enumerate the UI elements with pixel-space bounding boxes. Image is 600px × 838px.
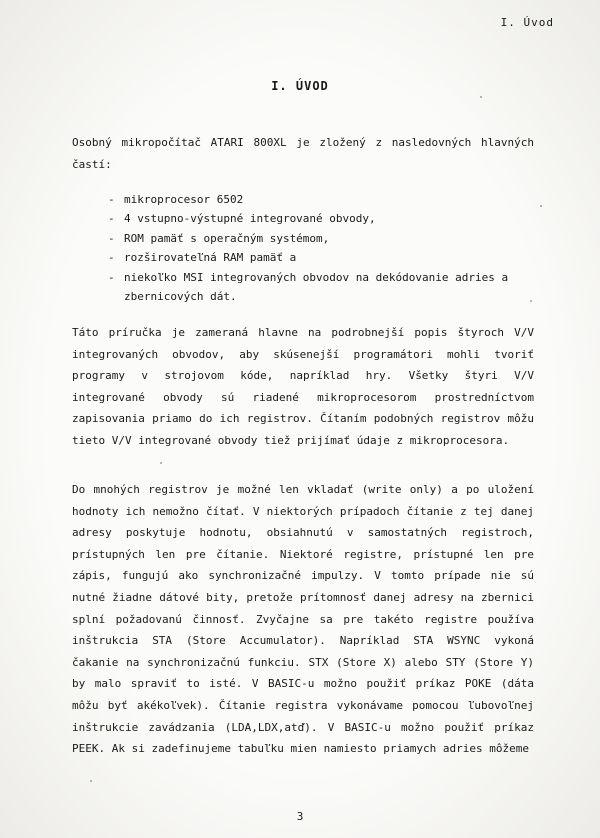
scan-speck bbox=[160, 462, 162, 464]
body-paragraph: Táto príručka je zameraná hlavne na podrobnejší popis štyroch V/V integrovaných obvodov, aby skúsenejší programátori mohli tvoriť programy v strojovom kóde, napríklad hry. Všetky štyri V/V integrované obvody sú riadené mikroprocesorom prostredníctvom zapisovania priamo do ich registrov. Čítaním podobných registrov môžu tieto V/V integrované obvody tiež prijímať údaje z mikroprocesora. bbox=[72, 326, 534, 447]
scan-speck bbox=[540, 205, 542, 207]
page-number: 3 bbox=[296, 810, 304, 823]
list-item: - mikroprocesor 6502 bbox=[108, 193, 244, 206]
components-list bbox=[108, 190, 538, 306]
body-paragraph: Do mnohých registrov je možné len vkladať (write only) a po uložení hodnoty ich nemožno čítať. V niektorých prípadoch čítanie z tej danej adresy poskytuje hodnotu, obsiahnutú v samostatných registroch, prístupných len pre čítanie. Niektoré registre, prístupné len pre zápis, fungujú ako synchronizačné impulzy. V tomto prípade nie sú nutné žiadne dátové bity, pretože prítomnosť danej adresy na zbernici splní požadovanú činnosť. Zvyčajne sa pre takéto registre používa inštrukcia STA (Store Accumulator). Napríklad STA WSYNC vykoná čakanie na synchronizačnú funkciu. STX (Store X) alebo STY (Store Y) by malo spraviť to isté. V BASIC-u možno použiť príkaz POKE (dáta môžu byť akékoľvek). Čítanie registra vykonávame pomocou ľubovoľnej inštrukcie zavádzania (LDA,LDX,atď). V BASIC-u možno použiť príkaz PEEK. Ak si zadefinujeme tabuľku mien namiesto priamych adries môžeme bbox=[72, 483, 534, 756]
scan-speck bbox=[530, 300, 532, 302]
scan-speck bbox=[90, 780, 92, 782]
chapter-title: I. ÚVOD bbox=[271, 79, 329, 93]
list-item: - rozširovateľná RAM pamäť a bbox=[108, 251, 297, 265]
list-item: - 4 vstupno-výstupné integrované obvody, bbox=[108, 212, 376, 226]
intro-paragraph: Osobný mikropočítač ATARI 800XL je zložený z nasledovných hlavných častí: bbox=[72, 136, 534, 171]
scan-speck bbox=[480, 96, 482, 98]
list-item: - ROM pamäť s operačným systémom, bbox=[108, 231, 330, 245]
list-item: - niekoľko MSI integrovaných obvodov na dekódovanie adries a zbernicových dát. bbox=[108, 270, 509, 304]
running-header: I. Úvod bbox=[500, 16, 554, 29]
